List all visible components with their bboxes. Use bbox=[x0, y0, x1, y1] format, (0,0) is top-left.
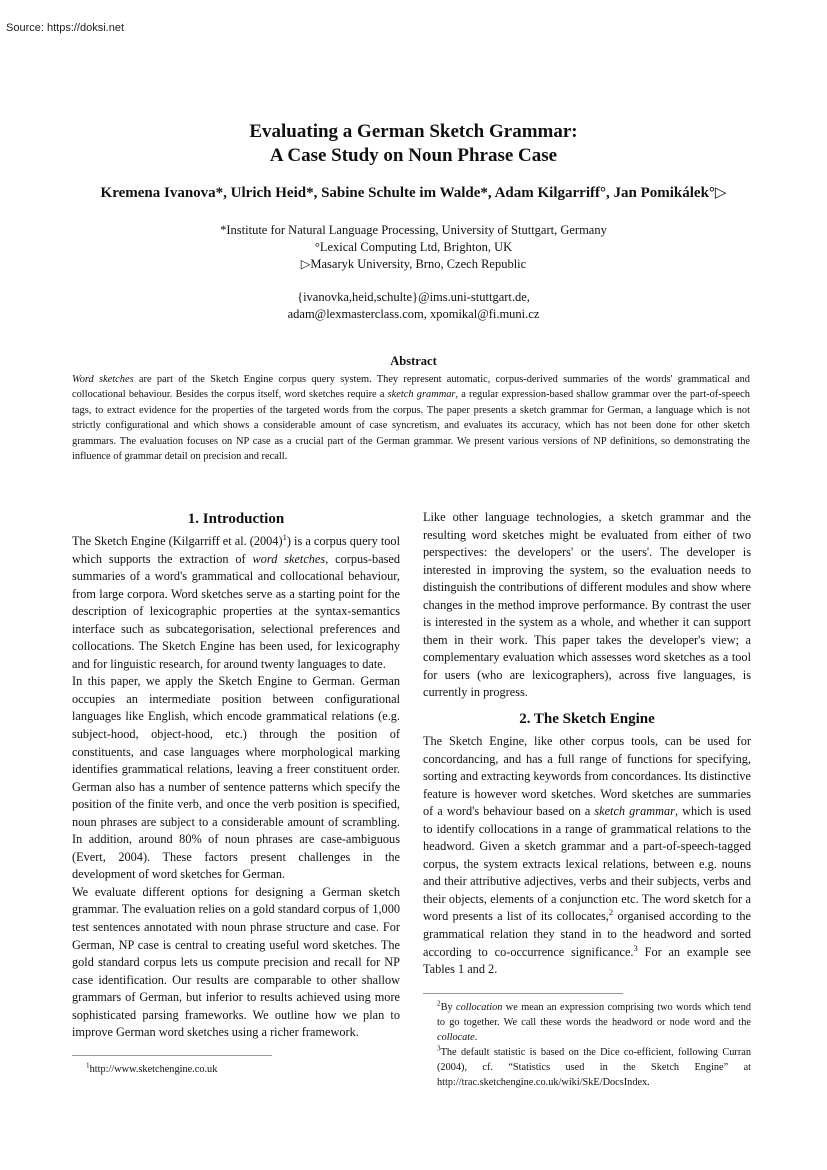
sketch-engine-paragraph bbox=[423, 733, 751, 979]
affiliation-brighton: °Lexical Computing Ltd, Brighton, UK bbox=[314, 240, 513, 254]
footnote-1-url[interactable]: http://www.sketchengine.co.uk bbox=[89, 1064, 218, 1075]
footnote-ref-3[interactable]: 3 bbox=[633, 942, 638, 953]
intro-p1-c: , corpus-based summaries of a word's grammatical and collocational behaviour, from large corpora. Word sketches serve as a starting point for the description of lexicographic properties at the syntax-semantics interface such as subcategorisation, selectional preferences and collocations. The Sketch Engine has been used, for lexicography and for linguistic research, for around twenty languages to date. bbox=[72, 551, 401, 671]
author-list: Kremena Ivanova*, Ulrich Heid*, Sabine Schulte im Walde*, Adam Kilgarriff°, Jan Pomikálek°▷ bbox=[100, 185, 727, 201]
section-1-heading: 1. Introduction bbox=[187, 511, 285, 527]
abstract-part-1: are part of the Sketch Engine corpus query system. They represent automatic, corpus-derived summaries of the words' grammatical and collocational behaviour. Besides the corpus itself, word sketches require a bbox=[72, 374, 750, 401]
email-line-1: {ivanovka,heid,schulte}@ims.uni-stuttgart.de, bbox=[297, 290, 530, 304]
email-addresses bbox=[0, 289, 827, 323]
footnote-2-b: we mean an expression comprising two words which tend to go together. We call these words the headword or node word and the bbox=[437, 1001, 751, 1028]
intro-paragraph-1 bbox=[72, 533, 400, 673]
footnote-ref-1[interactable]: 1 bbox=[282, 531, 287, 542]
intro-p1-a: The Sketch Engine (Kilgarriff et al. (2004) bbox=[72, 534, 283, 548]
title-line-1: Evaluating a German Sketch Grammar: bbox=[249, 121, 578, 142]
intro-paragraph-3: We evaluate different options for designing a German sketch grammar. The evaluation relies on a gold standard corpus of 1,000 test sentences annotated with noun phrase structure and case. For German, NP case is central to creating useful word sketches. The gold standard corpus lets us compute precision and recall for NP case identification. Our results are comparable to other shallow grammars of German, but inferior to results achieved using more sophisticated parsing frameworks. We outline how we plan to improve German word sketches using a richer framework. bbox=[72, 884, 400, 1040]
footnote-2-italic-1: collocation bbox=[456, 1001, 503, 1013]
sketch-p-a: The Sketch Engine, like other corpus tools, can be used for concordancing, and has a full range of functions for specifying, sorting and extracting keywords from concordances. Its distinctive feature is however word sketches. Word sketches are summaries of a word's behaviour based on a bbox=[423, 734, 751, 819]
sketch-p-c: organised according to the grammatical relation they stand in to the headword and sorted according to co-occurrence significance. bbox=[423, 909, 752, 959]
abstract-lead-italic: Word sketches bbox=[72, 374, 134, 385]
affiliations bbox=[0, 222, 827, 273]
left-column bbox=[72, 509, 400, 1042]
footnote-2-c: . bbox=[474, 1031, 478, 1043]
footnote-3 bbox=[423, 1045, 751, 1090]
sketch-p-italic: sketch grammar bbox=[594, 804, 675, 819]
footnote-1-number: 1 bbox=[86, 1061, 90, 1070]
left-footnotes bbox=[72, 1055, 400, 1077]
abstract-italic-term: sketch grammar bbox=[387, 389, 456, 401]
footnote-2-number: 2 bbox=[437, 999, 441, 1008]
source-note: Source: https://doksi.net bbox=[6, 22, 125, 34]
footnote-rule-left bbox=[72, 1055, 272, 1056]
right-paragraph-1: Like other language technologies, a sketch grammar and the resulting word sketches might be evaluated from either of two perspectives: the developers' or the users'. The developer is interested in improving the system, so the evaluation needs to distinguish the contributions of different modules and show where changes in the method improve performance. By contrast the user is interested in the system as a whole, and whether it can support them in their work. This paper takes the developer's view; a complementary evaluation which assesses word sketches as a tool for users (who are lexicographers), across five languages, is currently in progress. bbox=[423, 510, 751, 700]
sketch-p-b: , which is used to identify collocations in a range of grammatical relations to the headword. Given a sketch grammar and a part-of-speech-tagged corpus, the system extracts lexical relations, between e.g. nouns and their attributive adjectives, verbs and their subjects, verbs and their objects, elements of a conjunction etc. The word sketch for a word presents a list of its collocates, bbox=[423, 804, 752, 924]
footnote-ref-2[interactable]: 2 bbox=[608, 907, 614, 918]
affiliation-brno: ▷Masaryk University, Brno, Czech Republic bbox=[300, 257, 527, 271]
footnote-3-text: The default statistic is based on the Dice co-efficient, following Curran (2004), cf. “Statistics used in the Sketch Engine” at http://trac.sketchengine.co.uk/wiki/SkE/DocsIndex. bbox=[437, 1046, 751, 1088]
footnote-2-italic-2: collocate bbox=[437, 1031, 475, 1043]
sketch-p-d: For an example see Tables 1 and 2. bbox=[423, 944, 752, 977]
footnote-rule-right bbox=[423, 993, 623, 994]
email-line-2: adam@lexmasterclass.com, xpomikal@fi.muni.cz bbox=[287, 307, 540, 321]
abstract-part-2: , a regular expression-based shallow grammar over the part-of-speech tags, to extract evidence for the properties of the targeted words from the corpus. The paper presents a sketch grammar for German, a language which is not strictly configurational and which shows a considerable amount of case syncretism, and evaluates its accuracy, which has not been done for other sketch grammars. The evaluation focuses on NP case as a crucial part of the German grammar. We present various versions of NP definitions, so demonstrating the influence of grammar detail on precision and recall. bbox=[72, 389, 750, 463]
paper-title bbox=[0, 120, 827, 168]
footnote-1 bbox=[72, 1062, 400, 1077]
footnote-2-a: By bbox=[440, 1001, 457, 1013]
footnote-3-number: 3 bbox=[437, 1044, 441, 1053]
abstract-text bbox=[72, 372, 750, 464]
right-column bbox=[423, 509, 751, 1090]
right-footnotes bbox=[423, 1000, 751, 1090]
section-2-heading: 2. The Sketch Engine bbox=[519, 711, 655, 728]
intro-paragraph-2: In this paper, we apply the Sketch Engine to German. German occupies an intermediate position between configurational languages like English, which encode grammatical relations (e.g. subject-hood, object-hood, etc.) through the position of constituents, and case languages where morphological marking identifies grammatical relations, leaving a freer constituent order. German also has a number of sentence patterns which specify the position of the finite verb, and once the verb position is specified, noun phrases are subject to a considerable amount of scrambling. In addition, around 80% of noun phrases are case-ambiguous (Evert, 2004). These factors present challenges in the development of word sketches for German. bbox=[72, 674, 400, 882]
intro-p1-b: ) is a corpus query tool which supports the extraction of bbox=[72, 534, 400, 566]
title-line-2: A Case Study on Noun Phrase Case bbox=[269, 145, 558, 166]
intro-p1-italic: word sketches bbox=[252, 551, 326, 566]
abstract-heading: Abstract bbox=[390, 354, 437, 368]
footnote-2 bbox=[423, 1000, 751, 1045]
affiliation-stuttgart: *Institute for Natural Language Processing, University of Stuttgart, Germany bbox=[220, 223, 607, 237]
